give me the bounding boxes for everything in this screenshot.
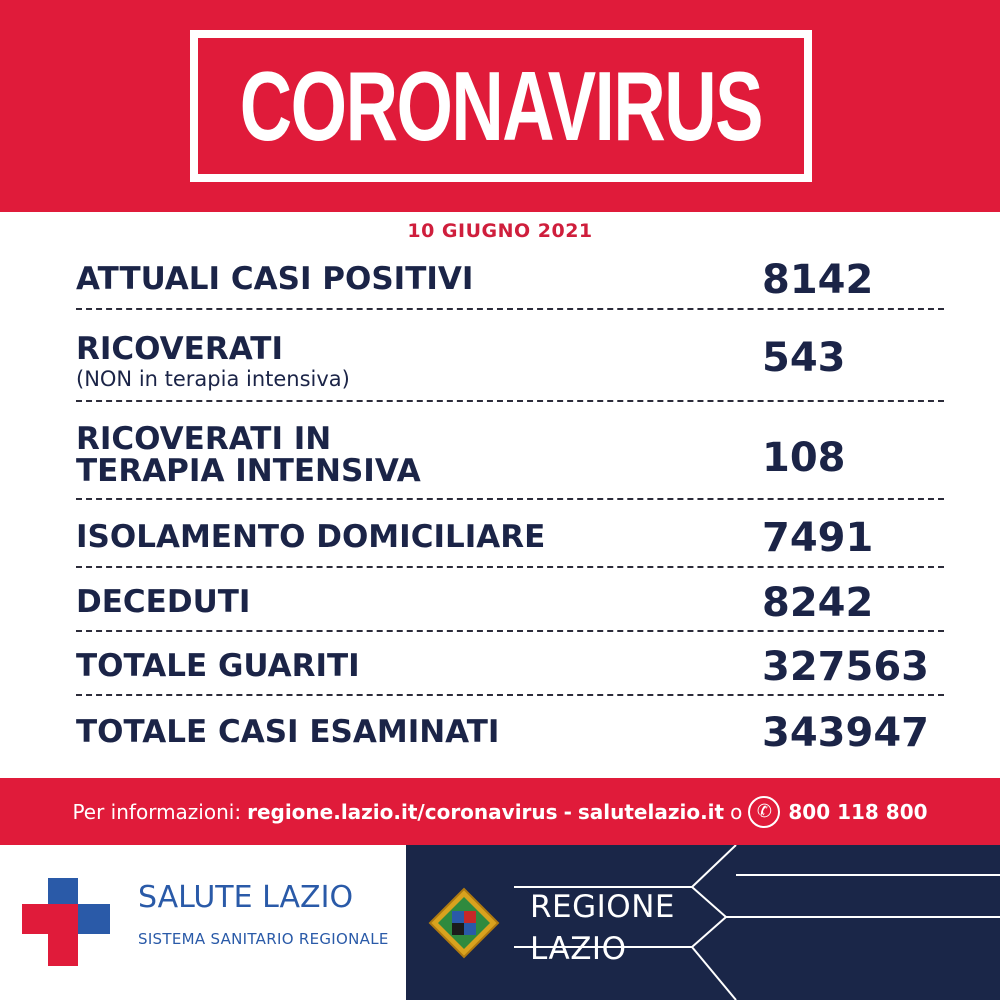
stat-label: ISOLAMENTO DOMICILIARE — [76, 519, 546, 555]
stat-value: 327563 — [762, 644, 929, 690]
stat-row-terapia-intensiva — [76, 402, 944, 500]
header-banner — [0, 0, 1000, 212]
stat-label: ATTUALI CASI POSITIVI — [76, 261, 474, 297]
phone-number[interactable]: 800 118 800 — [788, 799, 928, 824]
stat-row-isolamento — [76, 500, 944, 568]
stat-label: TOTALE CASI ESAMINATI — [76, 714, 500, 750]
phone-icon: ✆ — [748, 796, 780, 828]
regione-line2: LAZIO — [530, 931, 627, 967]
stat-row-esaminati — [76, 696, 944, 768]
regione-lazio-panel — [406, 845, 1000, 1000]
link-regione-lazio[interactable]: regione.lazio.it/coronavirus — [247, 799, 558, 824]
stat-value: 108 — [762, 435, 846, 481]
stat-row-positivi — [76, 248, 944, 310]
stat-value: 343947 — [762, 710, 929, 756]
regione-crest-icon — [428, 887, 500, 959]
info-bar — [0, 778, 1000, 845]
stat-value: 8242 — [762, 580, 874, 626]
page-title: CORONAVIRUS — [239, 50, 763, 161]
stat-label-line1: RICOVERATI IN — [76, 421, 332, 457]
stat-value: 543 — [762, 335, 846, 381]
stat-row-deceduti — [76, 568, 944, 632]
regione-line1: REGIONE — [530, 889, 675, 925]
stat-label: RICOVERATI — [76, 331, 283, 367]
title-frame — [190, 30, 812, 182]
salute-lazio-title: SALUTE LAZIO — [138, 880, 354, 915]
stats-list — [76, 248, 944, 768]
stat-label-line2: TERAPIA INTENSIVA — [76, 453, 421, 489]
stat-value: 7491 — [762, 515, 874, 561]
stat-label: DECEDUTI — [76, 584, 251, 620]
info-prefix: Per informazioni: — [72, 799, 242, 824]
health-cross-icon — [22, 878, 110, 966]
link-salutelazio[interactable]: salutelazio.it — [577, 799, 725, 824]
stat-sublabel: (NON in terapia intensiva) — [76, 367, 350, 391]
report-date: 10 GIUGNO 2021 — [407, 220, 593, 242]
stat-label: TOTALE GUARITI — [76, 648, 360, 684]
info-separator: - — [563, 799, 572, 824]
salute-lazio-panel — [0, 845, 406, 1000]
info-conjunction: o — [730, 799, 743, 824]
stat-row-guariti — [76, 632, 944, 696]
stat-value: 8142 — [762, 257, 874, 303]
stat-row-ricoverati — [76, 310, 944, 402]
salute-lazio-subtitle: SISTEMA SANITARIO REGIONALE — [138, 930, 389, 948]
